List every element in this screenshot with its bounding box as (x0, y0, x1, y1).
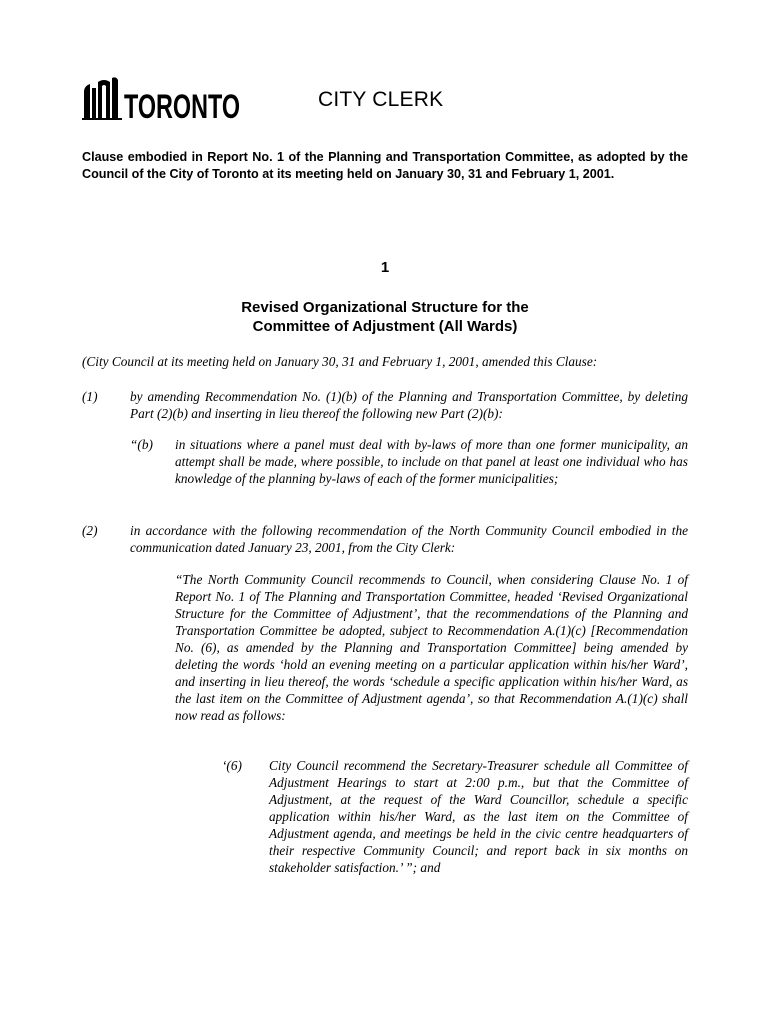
part-2b-text: in situations where a panel must deal with by-laws of more than one former municipality, an attempt shall be made, where possible, to include on that panel at least one individual who has knowledge of the planning by-laws of each of the former municipalities; (175, 437, 688, 486)
amendment-1-number: (1) (82, 389, 98, 404)
clause-heading: Clause embodied in Report No. 1 of the Planning and Transportation Committee, as adopted by the Council of the City of Toronto at its meeting held on January 30, 31 and February 1, 2001. (82, 150, 688, 181)
amendment-2-text: in accordance with the following recommendation of the North Community Council embodied in the communication dated January 23, 2001, from the City Clerk: (130, 523, 688, 555)
toronto-logo (82, 74, 242, 126)
item-number: 1 (380, 259, 390, 276)
recommendation-6-label: ‘(6) (222, 758, 242, 773)
amendment-1-text: by amending Recommendation No. (1)(b) of the Planning and Transportation Committee, by deleting Part (2)(b) and inserting in lieu thereof the following new Part (2)(b): (130, 389, 688, 421)
title-line-1: Revised Organizational Structure for the (241, 299, 529, 316)
svg-text:TORONTO: TORONTO (124, 88, 240, 126)
amendment-2-number: (2) (82, 523, 98, 538)
recommendation-6-text: City Council recommend the Secretary-Treasurer schedule all Committee of Adjustment Hearings to start at 2:00 p.m., but that the Committee of Adjustment, at the request of the Ward Councillor, schedule a specific application within his/her Ward, as the last item on the Committee of Adjustment agenda, and meetings be held in the civic centre headquarters of their respective Community Council; and report back in six months on stakeholder satisfaction.’ ”; and (269, 758, 688, 875)
title-line-2: Committee of Adjustment (All Wards) (252, 318, 518, 335)
council-amendment-intro: (City Council at its meeting held on January 30, 31 and February 1, 2001, amended this Clause: (82, 354, 598, 369)
part-2b-label: “(b) (130, 437, 153, 452)
north-council-quote: “The North Community Council recommends to Council, when considering Clause No. 1 of Report No. 1 of The Planning and Transportation Committee, headed ‘Revised Organizational Structure for the Committee of Adjustment’, that the recommendations of the Planning and Transportation Committee be adopted, subject to Recommendation A.(1)(c) [Recommendation No. (6), as amended by the Planning and Transportation Committee] being amended by deleting the words ‘hold an evening meeting on a particular application within his/her Ward’, and inserting in lieu thereof, the words ‘schedule a specific application within his/her Ward, as the last item on the Committee of Adjustment agenda’, so that Recommendation A.(1)(c) shall now read as follows: (175, 572, 688, 723)
city-hall-icon (82, 74, 242, 126)
document-title (0, 298, 770, 336)
office-title: CITY CLERK (318, 88, 444, 111)
